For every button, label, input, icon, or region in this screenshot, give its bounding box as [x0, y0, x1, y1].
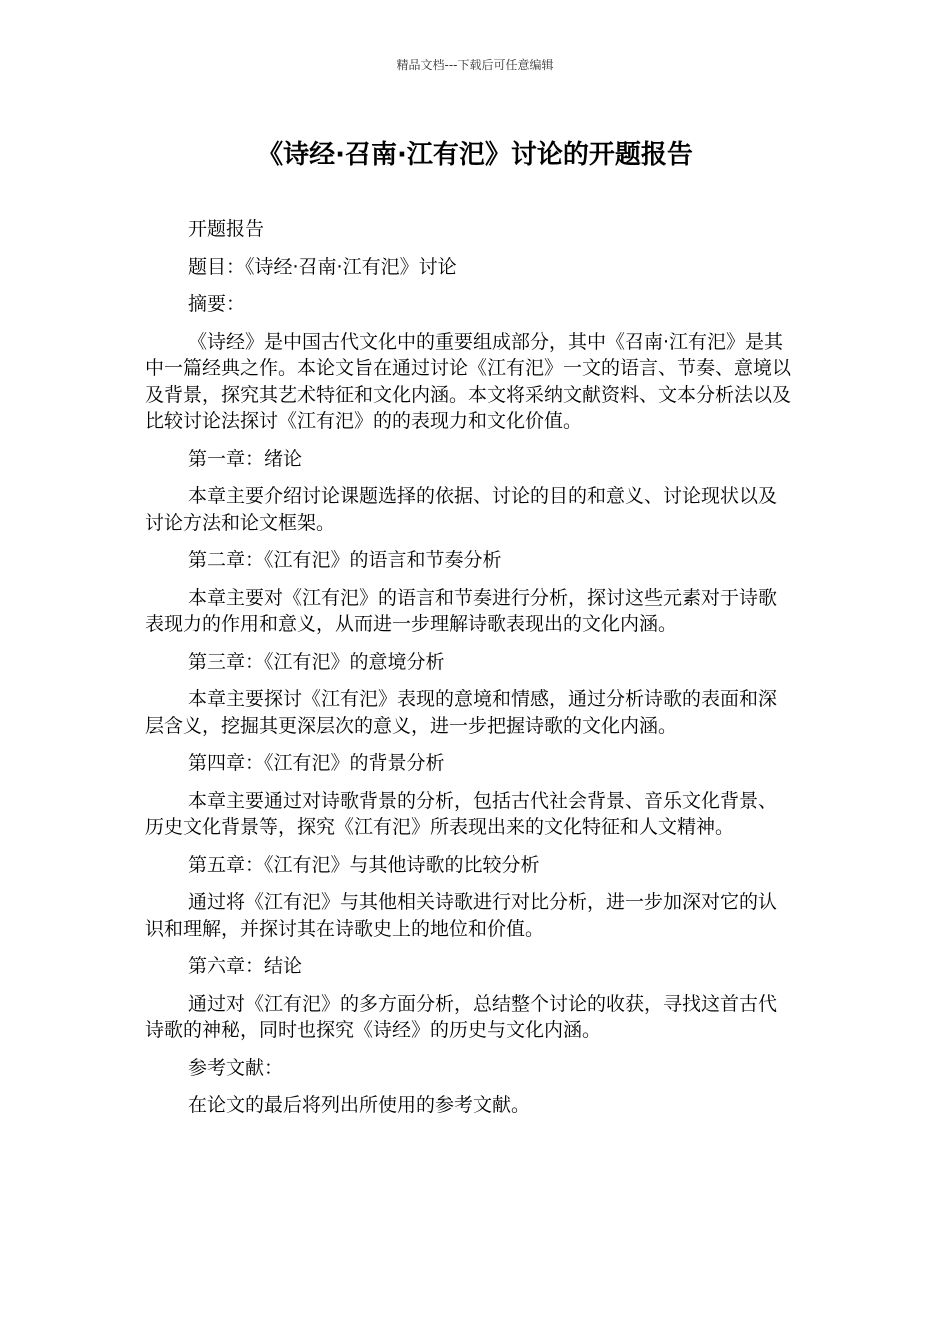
- page-header: 精品文档---下载后可任意编辑: [396, 58, 554, 72]
- paragraph-topic: 题目：《诗经·召南·江有汜》讨论: [188, 255, 457, 278]
- document-body: [145, 216, 795, 1130]
- paragraph-abstract-label: 摘要：: [188, 293, 246, 315]
- chapter-1-body: 本章主要介绍讨论课题选择的依据、讨论的目的和意义、讨论现状以及讨论方法和论文框架。: [145, 485, 778, 534]
- chapter-5-body: 通过将《江有汜》与其他相关诗歌进行对比分析，进一步加深对它的认识和理解，并探讨其在诗歌史上的地位和价值。: [145, 891, 778, 940]
- chapter-2-heading: 第二章：《江有汜》的语言和节奏分析: [188, 549, 502, 571]
- chapter-2-body: 本章主要对《江有汜》的语言和节奏进行分析，探讨这些元素对于诗歌表现力的作用和意义，从而进一步理解诗歌表现出的文化内涵。: [145, 586, 778, 635]
- paragraph-abstract: 《诗经》是中国古代文化中的重要组成部分，其中《召南·江有汜》是其中一篇经典之作。本论文旨在通过讨论《江有汜》一文的语言、节奏、意境以及背景，探究其艺术特征和文化内涵。本文将采纳文献资料、文本分析法以及比较讨论法探讨《江有汜》的的表现力和文化价值。: [145, 330, 792, 432]
- chapter-6-body: 通过对《江有汜》的多方面分析，总结整个讨论的收获，寻找这首古代诗歌的神秘，同时也探究《诗经》的历史与文化内涵。: [145, 992, 778, 1041]
- chapter-6-heading: 第六章：结论: [188, 955, 303, 977]
- chapter-5-heading: 第五章：《江有汜》与其他诗歌的比较分析: [188, 853, 540, 876]
- chapter-4-body: 本章主要通过对诗歌背景的分析，包括古代社会背景、音乐文化背景、历史文化背景等，探究《江有汜》所表现出来的文化特征和人文精神。: [145, 789, 778, 838]
- document-title: 《诗经·召南·江有汜》讨论的开题报告: [257, 140, 693, 170]
- chapter-3-heading: 第三章：《江有汜》的意境分析: [188, 650, 445, 673]
- references-heading: 参考文献：: [188, 1056, 284, 1079]
- chapter-1-heading: 第一章：绪论: [188, 447, 303, 470]
- paragraph-report-label: 开题报告: [188, 218, 265, 240]
- references-body: 在论文的最后将列出所使用的参考文献。: [188, 1094, 531, 1116]
- chapter-3-body: 本章主要探讨《江有汜》表现的意境和情感，通过分析诗歌的表面和深层含义，挖掘其更深层次的意义，进一步把握诗歌的文化内涵。: [145, 688, 778, 737]
- chapter-4-heading: 第四章：《江有汜》的背景分析: [188, 752, 445, 774]
